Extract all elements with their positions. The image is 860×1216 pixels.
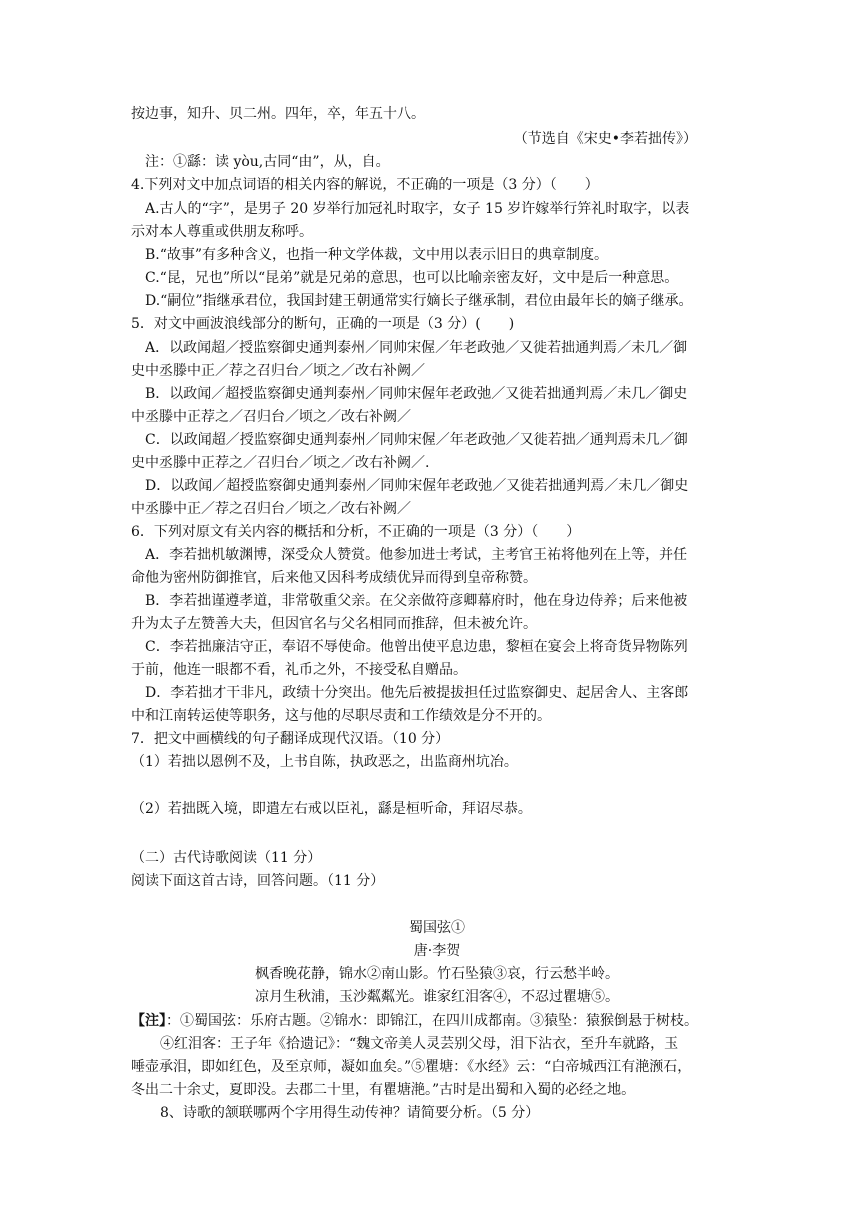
notes-text: ：①蜀国弦：乐府古题。②锦水：即锦江，在四川成都南。③猿坠：猿猴倒悬于树枝。 — [166, 1013, 698, 1029]
note-line: 注：①繇：读 yòu,古同“由”，从，自。 — [145, 154, 390, 170]
question-4: 4.下列对文中加点词语的相关内容的解说，不正确的一项是（3 分）（ ） — [131, 177, 599, 193]
text-line: 按边事，知升、贝二州。四年，卒，年五十八。 — [131, 106, 425, 122]
option-a: A．以政闻超／授监察御史通判泰州／同帅宋偓／年老政弛／又徙若拙通判焉／未几／御 — [145, 340, 688, 356]
option-c: C.“昆，兄也”所以“昆弟”就是兄弟的意思，也可以比喻亲密友好，文中是后一种意思。 — [145, 270, 679, 286]
option-c: C．以政闻超／授监察御史通判泰州／同帅宋偓／年老政弛／又徙若拙／通判焉未几／御 — [145, 432, 688, 448]
q7-sentence-1: （1）若拙以恩例不及，上书自陈，执政恶之，出监商州坑冶。 — [131, 754, 518, 770]
poem-author: 唐·李贺 — [413, 943, 461, 959]
option-a: A.古人的“字”，是男子 20 岁举行加冠礼时取字，女子 15 岁许嫁举行笄礼时取字，以表 — [145, 201, 690, 217]
question-6: 6．下列对原文有关内容的概括和分析，不正确的一项是（3 分）（ ） — [131, 524, 581, 540]
notes-label: 【注】 — [131, 1013, 166, 1029]
notes-line — [131, 1011, 743, 1031]
poem-title: 蜀国弦① — [409, 920, 465, 936]
option-c: C．李若拙廉洁守正，奉诏不辱使命。他曾出使平息边患，黎桓在宴会上将奇货异物陈列 — [145, 639, 688, 655]
instruction: 阅读下面这首古诗，回答问题。（11 分） — [131, 873, 385, 889]
section-heading: （二）古代诗歌阅读（11 分） — [131, 850, 322, 866]
option-d-cont: 中丞滕中正／荐之召归台／顷之／改右补阙／ — [131, 501, 411, 517]
option-b-cont: 升为太子左赞善大夫，但因官名与父名相同而推辞，但未被允许。 — [131, 616, 537, 632]
option-b-cont: 中丞滕中正荐之／召归台／顷之／改右补阙／ — [131, 409, 411, 425]
question-7: 7．把文中画横线的句子翻译成现代汉语。（10 分） — [131, 731, 450, 747]
option-b: B．李若拙谨遵孝道，非常敬重父亲。在父亲做符彦卿幕府时，他在身边侍养；后来他被 — [145, 593, 688, 609]
option-d: D.“嗣位”指继承君位，我国封建王朝通常实行嫡长子继承制，君位由最年长的嫡子继承。 — [145, 293, 693, 309]
q7-sentence-2: （2）若拙既入境，即遣左右戒以臣礼，繇是桓听命，拜诏尽恭。 — [131, 801, 532, 817]
poem-line-1: 枫香晚花静，锦水②南山影。竹石坠猿③哀，行云愁半岭。 — [255, 966, 619, 982]
question-5: 5．对文中画波浪线部分的断句，正确的一项是（3 分）( ) — [131, 316, 515, 332]
option-a-cont: 示对本人尊重或供朋友称呼。 — [131, 224, 313, 240]
option-a: A．李若拙机敏渊博，深受众人赞赏。他参加进士考试，主考官王祐将他列在上等，并任 — [145, 547, 688, 563]
source-citation: （节选自《宋史•李若拙传》） — [513, 131, 697, 147]
notes-line: 冬出二十余丈，夏即没。去郡二十里，有瞿塘滟。”古时是出蜀和入蜀的必经之地。 — [131, 1082, 636, 1098]
notes-line: 唾壶承泪，即如红色，及至京师，凝如血矣。”⑤瞿塘：《水经》云：“白帝城西江有滟滪石， — [131, 1059, 692, 1075]
notes-line: ④红泪客：王子年《拾遗记》：“魏文帝美人灵芸别父母，泪下沾衣，至升车就路，玉 — [160, 1036, 679, 1052]
option-c-cont: 于前，他连一眼都不看，礼币之外，不接受私自赠品。 — [131, 662, 467, 678]
poem-line-2: 凉月生秋浦，玉沙粼粼光。谁家红泪客④，不忍过瞿塘⑤。 — [255, 989, 619, 1005]
option-b: B.“故事”有多种含义，也指一种文学体裁，文中用以表示旧日的典章制度。 — [145, 247, 609, 263]
option-b: B．以政闻／超授监察御史通判泰州／同帅宋偓年老政弛／又徙若拙通判焉／未几／御史 — [145, 386, 688, 402]
option-a-cont: 命他为密州防御推官，后来他又因科考成绩优异而得到皇帝称赞。 — [131, 570, 537, 586]
question-8: 8、诗歌的颔联哪两个字用得生动传神？请简要分析。（5 分） — [160, 1105, 540, 1121]
option-d: D．李若拙才干非凡，政绩十分突出。他先后被提拔担任过监察御史、起居舍人、主客郎 — [145, 685, 689, 701]
option-d-cont: 中和江南转运使等职务，这与他的尽职尽责和工作绩效是分不开的。 — [131, 708, 551, 724]
option-d: D．以政闻／超授监察御史通判泰州／同帅宋偓年老政弛／又徙若拙通判焉／未几／御史 — [145, 478, 689, 494]
option-a-cont: 史中丞滕中正／荐之召归台／顷之／改右补阙／ — [131, 363, 425, 379]
option-c-cont: 史中丞滕中正荐之／召归台／顷之／改右补阙／. — [131, 455, 430, 471]
